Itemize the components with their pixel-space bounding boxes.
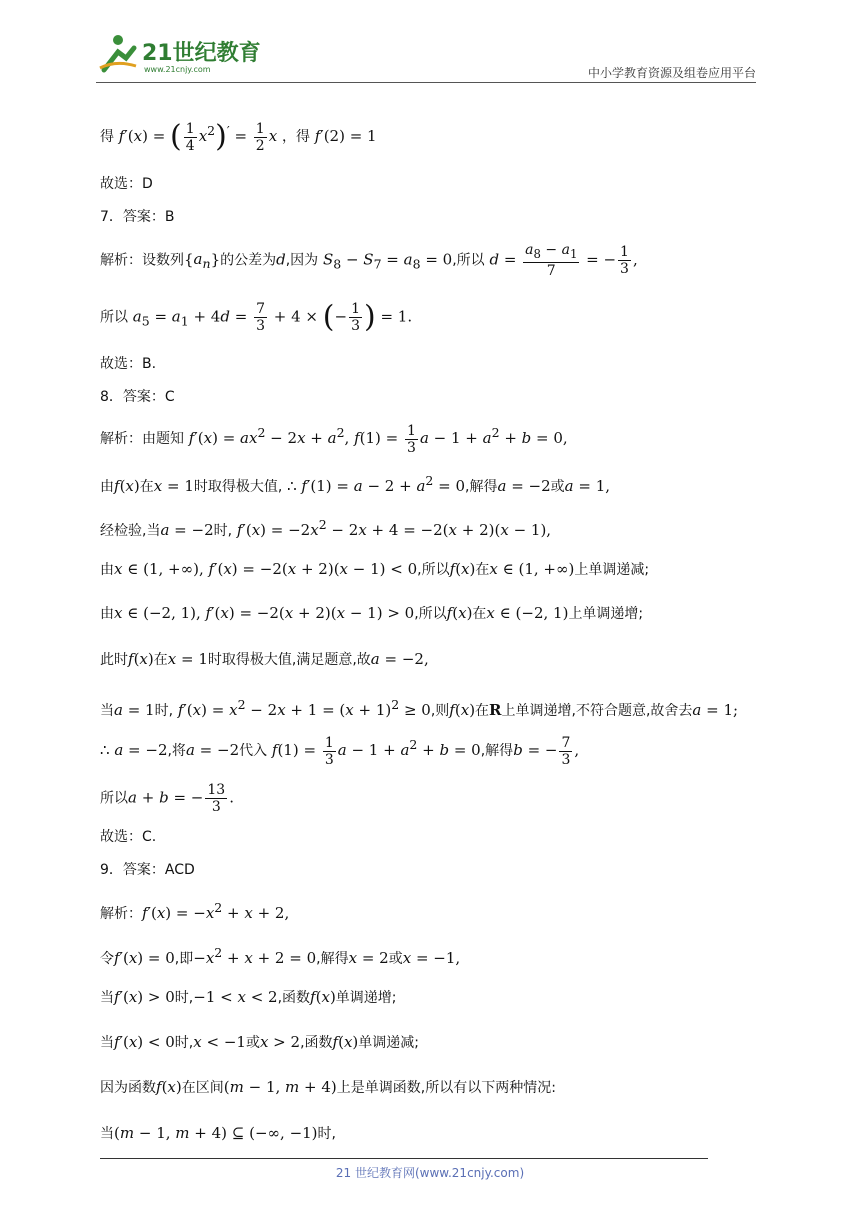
derivative-line: 得 f′(x) = ( $\frac{1}{4}$ $x^2)'$ = $\frac{1}{2}$ x ，得 f′(2) = 1 bbox=[100, 119, 377, 154]
svg-text:www.21cnjy.com: www.21cnjy.com bbox=[144, 65, 211, 74]
q8-step3: 经检验,当a = −2时, $f'(x) = -2x^2 - 2x + 4 = -2(x + 2)(x - 1)$, bbox=[100, 517, 552, 539]
choice-d: 故选：D bbox=[100, 176, 153, 192]
q8-step6: 此时f(x)在x = 1时取得极大值,满足题意,故a = −2, bbox=[100, 650, 429, 668]
q9-step6: 当(m − 1, m + 4) ⊆ (−∞, −1)时, bbox=[100, 1124, 336, 1142]
q9-step3: 当f′(x) > 0时,−1 < x < 2,函数f(x)单调递增; bbox=[100, 988, 397, 1006]
footer-text: 21 世纪教育网(www.21cnjy.com) bbox=[335, 1166, 525, 1180]
choice-b: 故选：B. bbox=[100, 356, 157, 372]
q7-analysis: 解析：设数列$\{a_n\}$的公差为d,因为 $S_8 - S_7 = a_8 = 0$,所以 d = $\frac{a_8 - a_1}{7}$ = − $\frac{1}{3}$ , bbox=[100, 242, 638, 279]
platform-name: 中小学教育资源及组卷应用平台 bbox=[587, 66, 756, 80]
q8-analysis: 解析：由题知 $f'(x) = ax^2 - 2x + a^2$, f(1) = $\frac{1}{3}$ $a - 1 + a^2 + b = 0$, bbox=[100, 422, 568, 456]
q8-step5: 由x ∈ (−2, 1), f′(x) = −2(x + 2)(x − 1) > 0,所以f(x)在x ∈ (−2, 1)上单调递增; bbox=[100, 604, 644, 622]
q9-step4: 当f′(x) < 0时,x < −1或x > 2,函数f(x)单调递减; bbox=[100, 1033, 419, 1051]
q9-analysis: 解析：$f'(x) = -x^2 + x + 2$, bbox=[100, 900, 290, 922]
footer-divider bbox=[100, 1158, 708, 1159]
q8-step8: ∴ a = −2,将a = −2代入 f(1) = $\frac{1}{3}$ $a - 1 + a^2 + b = 0$,解得b = − $\frac{7}{3}$ , bbox=[100, 734, 580, 768]
q8-step4: 由x ∈ (1, +∞), f′(x) = −2(x + 2)(x − 1) < 0,所以f(x)在x ∈ (1, +∞)上单调递减; bbox=[100, 560, 650, 578]
site-logo bbox=[96, 30, 266, 76]
q9-step5: 因为函数f(x)在区间(m − 1, m + 4)上是单调函数,所以有以下两种情况: bbox=[100, 1078, 556, 1096]
q9-step2: 令f′(x) = 0,即$-x^2 + x + 2 = 0$,解得x = 2或x = −1, bbox=[100, 945, 461, 967]
q8-step7: 当a = 1时, $f'(x) = x^2 - 2x + 1 = (x + 1)^2 \ge 0$,则f(x)在R上单调递增,不符合题意,故舍去a = 1; bbox=[100, 697, 739, 719]
q7-answer: 7．答案：B bbox=[100, 209, 175, 225]
choice-c: 故选：C. bbox=[100, 829, 157, 845]
q8-answer: 8．答案：C bbox=[100, 389, 175, 405]
page-header bbox=[96, 30, 756, 80]
q8-result: 所以a + b = − $\frac{13}{3}$ . bbox=[100, 782, 234, 815]
svg-text:21世纪教育: 21世纪教育 bbox=[142, 41, 261, 66]
q9-answer: 9．答案：ACD bbox=[100, 862, 195, 878]
header-divider bbox=[96, 82, 756, 83]
q7-a5: 所以 $a_5 = a_1 + 4d$ = $\frac{7}{3}$ + 4 × (− $\frac{1}{3}$ ) = 1. bbox=[100, 299, 413, 335]
q8-step2: 由f(x)在x = 1时取得极大值, ∴ $f'(1) = a - 2 + a^2 = 0$,解得a = −2或a = 1, bbox=[100, 473, 611, 495]
